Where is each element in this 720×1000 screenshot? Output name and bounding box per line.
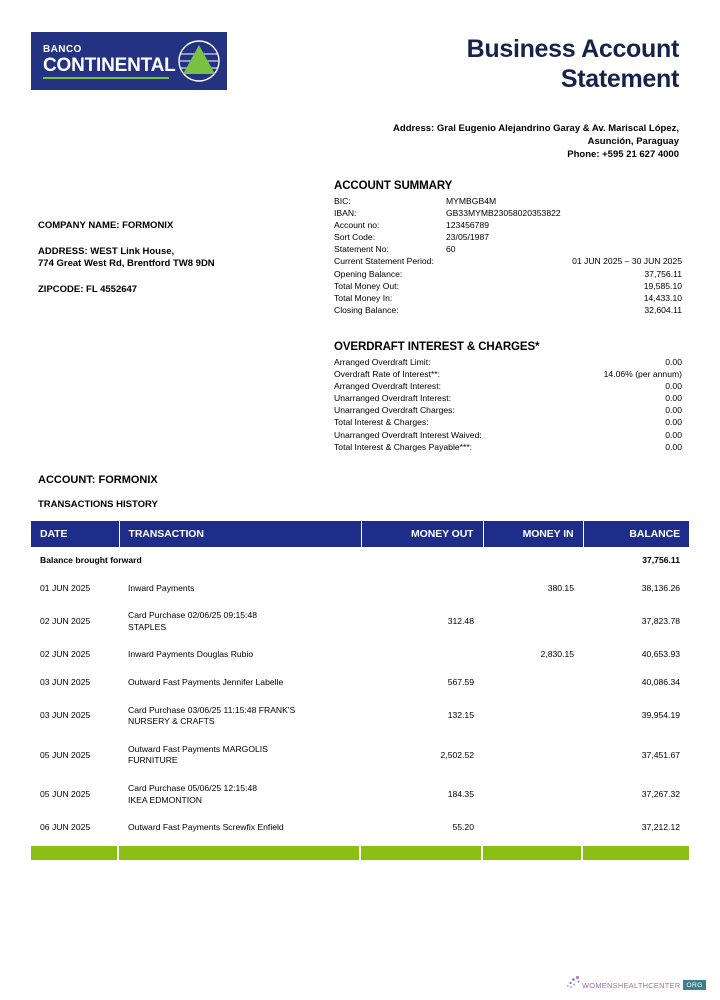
column-header-transaction: TRANSACTION bbox=[119, 521, 361, 547]
brought-forward-balance: 37,756.11 bbox=[642, 555, 680, 565]
row-description: Outward Fast Payments Jennifer Labelle bbox=[128, 676, 284, 687]
footer-bar-cell-money-in bbox=[483, 846, 583, 860]
summary-row bbox=[334, 304, 682, 316]
transactions-body bbox=[31, 547, 689, 842]
table-row bbox=[31, 669, 689, 697]
overdraft-row-value: 0.00 bbox=[665, 417, 682, 428]
transactions-heading: TRANSACTIONS HISTORY bbox=[38, 499, 158, 510]
overdraft-row-value: 0.00 bbox=[665, 357, 682, 367]
overdraft-row-value: 0.00 bbox=[665, 393, 682, 404]
account-summary-rows bbox=[334, 195, 682, 316]
summary-row-label: Account no: bbox=[334, 220, 380, 231]
summary-row bbox=[334, 292, 682, 304]
bank-address-line1: Address: Gral Eugenio Alejandrino Garay & Av. Mariscal López, bbox=[393, 123, 679, 134]
row-balance: 37,451.67 bbox=[641, 749, 680, 760]
brought-forward-money-in bbox=[483, 547, 583, 575]
bank-logo-text bbox=[37, 44, 176, 79]
customer-company: COMPANY NAME: FORMONIX bbox=[38, 220, 174, 231]
summary-row bbox=[334, 280, 682, 292]
table-row bbox=[31, 814, 689, 842]
table-header-row bbox=[31, 521, 689, 547]
row-money-in: 380.15 bbox=[547, 582, 574, 593]
summary-row-label: Opening Balance: bbox=[334, 268, 403, 279]
summary-row-value: 37,756.11 bbox=[644, 268, 682, 279]
summary-row-value: 32,604.11 bbox=[644, 304, 682, 315]
summary-row bbox=[334, 268, 682, 280]
overdraft-row-label: Arranged Overdraft Limit: bbox=[334, 357, 431, 367]
overdraft-panel bbox=[334, 341, 682, 453]
table-row bbox=[31, 775, 689, 814]
customer-address bbox=[38, 246, 308, 271]
overdraft-row-label: Unarranged Overdraft Interest: bbox=[334, 393, 452, 404]
brought-forward-label: Balance brought forward bbox=[40, 555, 142, 565]
overdraft-title: OVERDRAFT INTEREST & CHARGES* bbox=[334, 341, 540, 353]
overdraft-row-value: 0.00 bbox=[665, 429, 682, 440]
summary-row-value: 14,433.10 bbox=[643, 292, 682, 303]
bank-address-line2: Asunción, Paraguay bbox=[587, 136, 679, 147]
row-description: Card Purchase 05/06/25 12:15:48 IKEA EDMONTION bbox=[128, 782, 257, 805]
footer-watermark bbox=[566, 966, 703, 992]
row-balance: 37,212.12 bbox=[641, 822, 680, 833]
table-row bbox=[31, 602, 689, 641]
summary-row bbox=[334, 231, 682, 243]
row-description: Inward Payments bbox=[128, 582, 195, 593]
row-money-out: 2,502.52 bbox=[440, 749, 474, 760]
row-money-out bbox=[361, 641, 483, 669]
row-money-in bbox=[483, 697, 583, 736]
overdraft-row bbox=[334, 356, 682, 368]
row-date: 02 JUN 2025 bbox=[40, 649, 91, 660]
overdraft-row-label: Overdraft Rate of Interest**: bbox=[334, 369, 441, 380]
summary-row-value: 60 bbox=[446, 244, 456, 255]
overdraft-row-value: 0.00 bbox=[665, 441, 682, 452]
summary-row-label: Total Money Out: bbox=[334, 280, 399, 291]
balance-brought-forward-row bbox=[31, 547, 689, 575]
summary-row bbox=[334, 243, 682, 255]
row-date: 03 JUN 2025 bbox=[40, 710, 91, 721]
overdraft-row bbox=[334, 416, 682, 428]
footer-bar-cell-balance bbox=[583, 846, 689, 860]
dots-icon bbox=[566, 975, 582, 991]
page-title-line2: Statement bbox=[560, 65, 679, 93]
row-date: 02 JUN 2025 bbox=[40, 615, 91, 626]
page-title bbox=[259, 34, 679, 94]
account-summary-panel bbox=[334, 180, 682, 316]
row-money-in bbox=[483, 736, 583, 775]
summary-row-value: MYMBGB4M bbox=[446, 196, 497, 206]
customer-details bbox=[38, 220, 308, 309]
brought-forward-money-out bbox=[361, 547, 483, 575]
overdraft-row-value: 14.06% (per annum) bbox=[603, 369, 682, 380]
summary-row-label: Current Statement Period: bbox=[334, 256, 434, 267]
footer-bar-cell-transaction bbox=[119, 846, 361, 860]
column-header-balance: BALANCE bbox=[583, 521, 689, 547]
row-money-out: 55.20 bbox=[452, 822, 474, 833]
customer-zipcode: ZIPCODE: FL 4552647 bbox=[38, 283, 138, 295]
table-row bbox=[31, 697, 689, 736]
row-description: Outward Fast Payments Screwfix Enfield bbox=[128, 822, 284, 833]
summary-row-value: 23/05/1987 bbox=[446, 232, 490, 243]
overdraft-row-label: Unarranged Overdraft Interest Waived: bbox=[334, 429, 482, 440]
row-date: 01 JUN 2025 bbox=[40, 582, 91, 593]
row-date: 05 JUN 2025 bbox=[40, 749, 91, 760]
row-balance: 37,823.78 bbox=[641, 615, 680, 626]
column-header-money-out: MONEY OUT bbox=[361, 521, 483, 547]
footer-bar-cell-date bbox=[31, 846, 119, 860]
account-label: ACCOUNT: FORMONIX bbox=[38, 474, 158, 486]
bank-logo bbox=[31, 32, 227, 90]
overdraft-row-value: 0.00 bbox=[665, 405, 682, 416]
customer-address-line2: 774 Great West Rd, Brentford TW8 9DN bbox=[38, 258, 215, 269]
summary-row-label: IBAN: bbox=[334, 208, 357, 219]
overdraft-row-value: 0.00 bbox=[665, 381, 682, 392]
overdraft-row bbox=[334, 404, 682, 416]
summary-row bbox=[334, 219, 682, 231]
bank-logo-underline bbox=[43, 77, 169, 79]
row-description: Inward Payments Douglas Rubio bbox=[128, 649, 254, 660]
row-description: Card Purchase 02/06/25 09:15:48 STAPLES bbox=[128, 610, 257, 632]
row-money-in bbox=[483, 602, 583, 641]
summary-row-label: Closing Balance: bbox=[334, 304, 399, 315]
row-description: Outward Fast Payments MARGOLIS FURNITURE bbox=[128, 743, 268, 766]
row-balance: 39,954.19 bbox=[641, 710, 680, 721]
row-description: Card Purchase 03/06/25 11:15:48 FRANK'S NURSERY & CRAFTS bbox=[128, 704, 296, 727]
row-money-in bbox=[483, 814, 583, 842]
bank-logo-continental: CONTINENTAL bbox=[43, 54, 176, 76]
summary-row bbox=[334, 195, 682, 207]
row-money-out: 132.15 bbox=[447, 710, 474, 721]
table-row bbox=[31, 575, 689, 603]
row-balance: 37,267.32 bbox=[641, 788, 680, 799]
row-date: 03 JUN 2025 bbox=[40, 676, 91, 687]
footer-bar-cell-money-out bbox=[361, 846, 483, 860]
summary-row-label: Sort Code: bbox=[334, 232, 376, 243]
summary-row-value: 19,585.10 bbox=[643, 280, 682, 291]
triangle-in-circle-icon bbox=[176, 38, 222, 84]
summary-row-label: Total Money In: bbox=[334, 292, 393, 303]
bank-phone: Phone: +595 21 627 4000 bbox=[567, 149, 679, 160]
summary-row-label: BIC: bbox=[334, 196, 351, 206]
summary-row-label: Statement No: bbox=[334, 244, 389, 255]
row-balance: 40,086.34 bbox=[641, 676, 680, 687]
overdraft-row-label: Total Interest & Charges: bbox=[334, 417, 429, 428]
summary-row-value: 01 JUN 2025 – 30 JUN 2025 bbox=[572, 256, 682, 267]
row-money-in bbox=[483, 775, 583, 814]
customer-address-line1: ADDRESS: WEST Link House, bbox=[38, 245, 175, 257]
column-header-date: DATE bbox=[31, 521, 119, 547]
table-footer-bar bbox=[31, 846, 689, 860]
row-money-out bbox=[361, 575, 483, 603]
overdraft-row-label: Arranged Overdraft Interest: bbox=[334, 381, 441, 392]
page-title-line1: Business Account bbox=[466, 35, 679, 63]
account-summary-title: ACCOUNT SUMMARY bbox=[334, 180, 453, 192]
overdraft-row-label: Total Interest & Charges Payable***: bbox=[334, 441, 473, 452]
watermark-badge: ORG bbox=[683, 980, 705, 990]
bank-address bbox=[259, 122, 679, 161]
overdraft-row bbox=[334, 368, 682, 380]
table-row bbox=[31, 736, 689, 775]
column-header-money-in: MONEY IN bbox=[483, 521, 583, 547]
row-money-in: 2,830.15 bbox=[540, 649, 574, 660]
transactions-table bbox=[31, 521, 689, 842]
summary-row bbox=[334, 207, 682, 219]
summary-row-value: GB33MYMB23058020353822 bbox=[446, 208, 561, 219]
watermark-text: WOMENSHEALTHCENTER bbox=[582, 981, 681, 990]
overdraft-rows bbox=[334, 356, 682, 453]
overdraft-row bbox=[334, 441, 682, 453]
row-money-out: 312.48 bbox=[447, 615, 474, 626]
row-money-in bbox=[483, 669, 583, 697]
row-balance: 38,136.26 bbox=[641, 582, 680, 593]
overdraft-row bbox=[334, 429, 682, 441]
overdraft-row bbox=[334, 392, 682, 404]
summary-row-value: 123456789 bbox=[446, 220, 490, 231]
row-date: 06 JUN 2025 bbox=[40, 822, 91, 833]
overdraft-row-label: Unarranged Overdraft Charges: bbox=[334, 405, 455, 416]
row-money-out: 184.35 bbox=[447, 788, 474, 799]
row-balance: 40,653.93 bbox=[641, 649, 680, 660]
summary-row bbox=[334, 255, 682, 267]
bank-logo-banco: BANCO bbox=[43, 43, 82, 55]
row-money-out: 567.59 bbox=[447, 676, 474, 687]
table-row bbox=[31, 641, 689, 669]
row-date: 05 JUN 2025 bbox=[40, 788, 91, 799]
overdraft-row bbox=[334, 380, 682, 392]
